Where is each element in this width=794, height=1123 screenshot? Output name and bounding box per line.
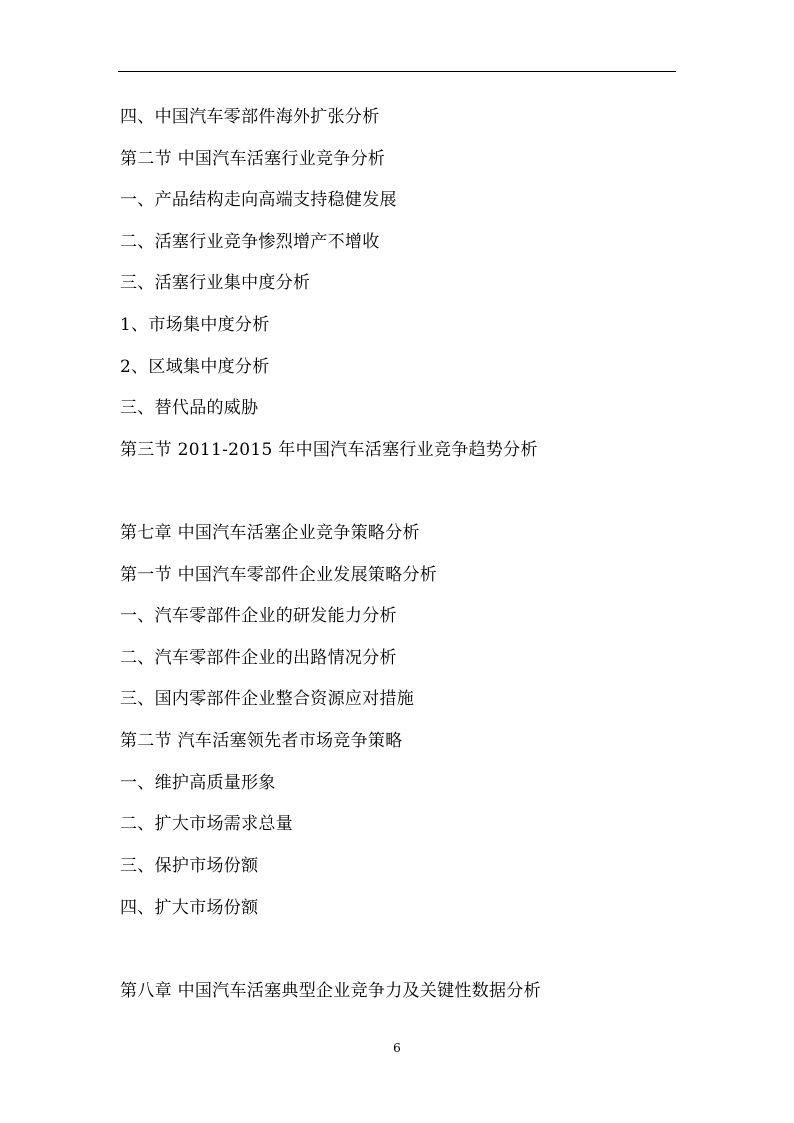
- toc-line: 四、中国汽车零部件海外扩张分析: [120, 107, 380, 127]
- toc-line: 2、区域集中度分析: [120, 357, 270, 377]
- toc-line: 二、汽车零部件企业的出路情况分析: [120, 648, 397, 668]
- chapter-heading: 第七章 中国汽车活塞企业竞争策略分析: [120, 523, 420, 543]
- toc-line: 一、产品结构走向高端支持稳健发展: [120, 190, 397, 210]
- toc-line: 四、扩大市场份额: [120, 898, 259, 918]
- page-number: 6: [393, 1041, 401, 1055]
- toc-line: 三、保护市场份额: [120, 856, 259, 876]
- toc-line: 第二节 汽车活塞领先者市场竞争策略: [120, 731, 403, 751]
- toc-line: 三、替代品的威胁: [120, 398, 259, 418]
- chapter-heading: 第八章 中国汽车活塞典型企业竞争力及关键性数据分析: [120, 981, 541, 1001]
- header-rule: [118, 71, 676, 72]
- toc-line: 一、维护高质量形象: [120, 773, 276, 793]
- toc-line: 1、市场集中度分析: [120, 315, 270, 335]
- toc-line: 第三节 2011-2015 年中国汽车活塞行业竞争趋势分析: [120, 440, 538, 460]
- toc-line: 第二节 中国汽车活塞行业竞争分析: [120, 149, 386, 169]
- toc-line: 一、汽车零部件企业的研发能力分析: [120, 606, 397, 626]
- toc-line: 二、活塞行业竞争惨烈增产不增收: [120, 232, 380, 252]
- toc-line: 三、活塞行业集中度分析: [120, 273, 311, 293]
- toc-line: 第一节 中国汽车零部件企业发展策略分析: [120, 565, 438, 585]
- toc-line: 三、国内零部件企业整合资源应对措施: [120, 689, 415, 709]
- toc-line: 二、扩大市场需求总量: [120, 814, 293, 834]
